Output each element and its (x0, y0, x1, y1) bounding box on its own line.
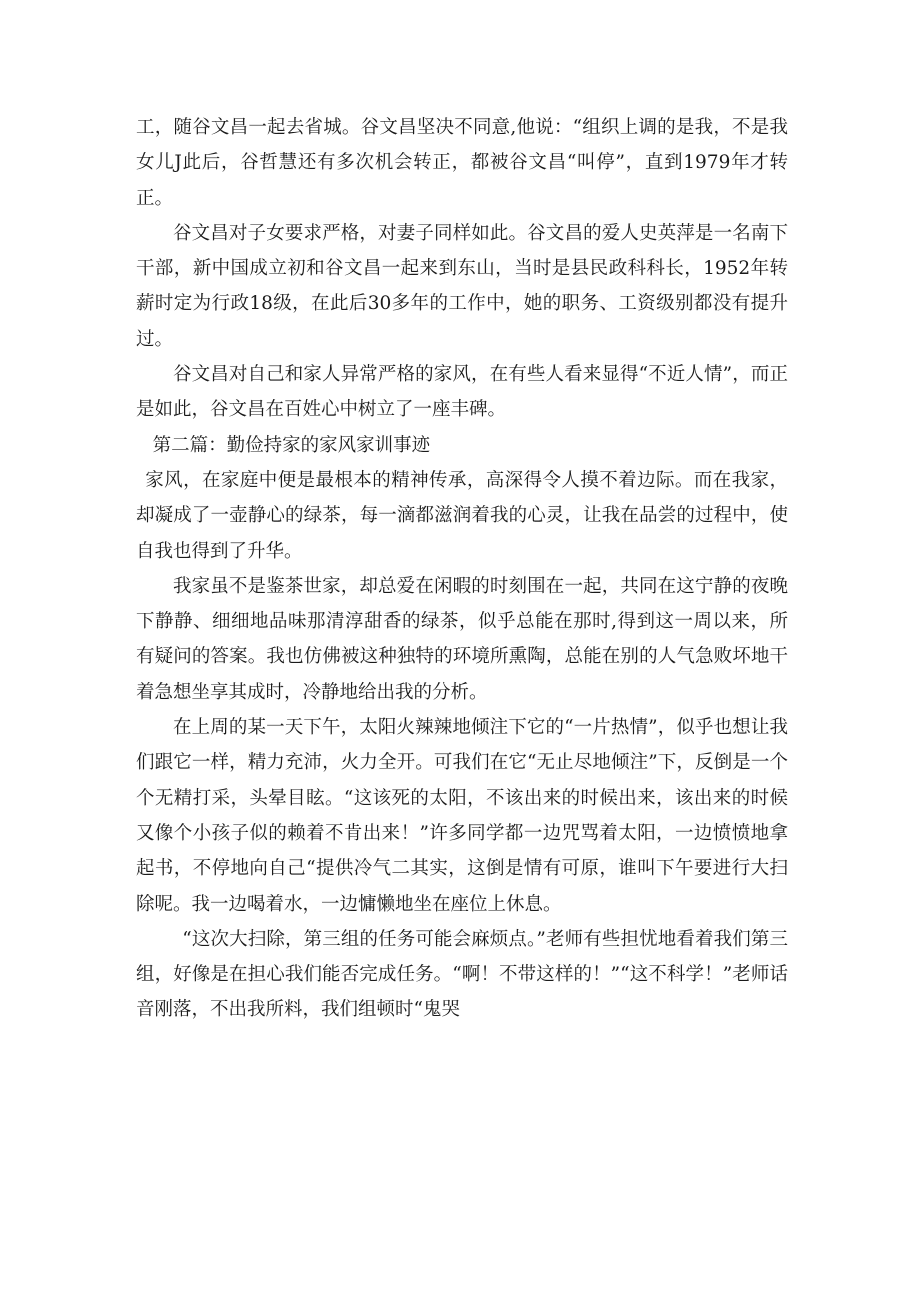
paragraph-hot-afternoon: 在上周的某一天下午，太阳火辣辣地倾注下它的“一片热情”，似乎也想让我们跟它一样，精力充沛，火力全开。可我们在它“无止尽地倾注”下，反倒是一个个无精打采，头晕目眩。“这该死的太阳，不该出来的时候出来，该出来的时候又像个小孩子似的赖着不肯出来！”许多同学都一边咒骂着太阳，一边愤愤地拿起书，不停地向自己“提供冷气二其实，这倒是情有可原，谁叫下午要进行大扫除呢。我一边喝着水，一边慵懒地坐在座位上休息。 (136, 717, 788, 915)
paragraph-family-tea: 家风，在家庭中便是最根本的精神传承，高深得令人摸不着边际。而在我家，却凝成了一壶静心的绿茶，每一滴都滋润着我的心灵，让我在品尝的过程中，使自我也得到了升华。 (136, 469, 788, 562)
paragraph-tea-family: 我家虽不是鉴茶世家，却总爱在闲暇的时刻围在一起，共同在这宁静的夜晚下静静、细细地品味那清淳甜香的绿茶，似乎总能在那时,得到这一周以来，所有疑问的答案。我也仿佛被这种独特的环境所熏陶，总能在别的人气急败坏地干着急想坐享其成时，冷静地给出我的分析。 (136, 575, 788, 703)
section-heading: 第二篇：勤俭持家的家风家训事迹 (152, 434, 431, 456)
paragraph-continuation: 工，随谷文昌一起去省城。谷文昌坚决不同意,他说：“组织上调的是我，不是我女儿J此后，谷哲慧还有多次机会转正，都被谷文昌“叫停”，直到1979年才转正。 (136, 117, 788, 209)
paragraph-family-style: 谷文昌对自己和家人异常严格的家风，在有些人看来显得“不近人情”，而正是如此，谷文昌在百姓心中树立了一座丰碑。 (136, 364, 788, 421)
paragraph-cleanup: “这次大扫除，第三组的任务可能会麻烦点。”老师有些担忧地看着我们第三组，好像是在担心我们能否完成任务。“啊！不带这样的！”“这不科学！”老师话音刚落，不出我所料，我们组顿时“鬼哭 (136, 928, 788, 1021)
paragraph-wife: 谷文昌对子女要求严格，对妻子同样如此。谷文昌的爱人史英萍是一名南下干部，新中国成立初和谷文昌一起来到东山，当时是县民政科科长，1952年转薪时定为行政18级，在此后30多年的工作中，她的职务、工资级别都没有提升过。 (136, 222, 788, 350)
document-body (136, 110, 788, 1028)
